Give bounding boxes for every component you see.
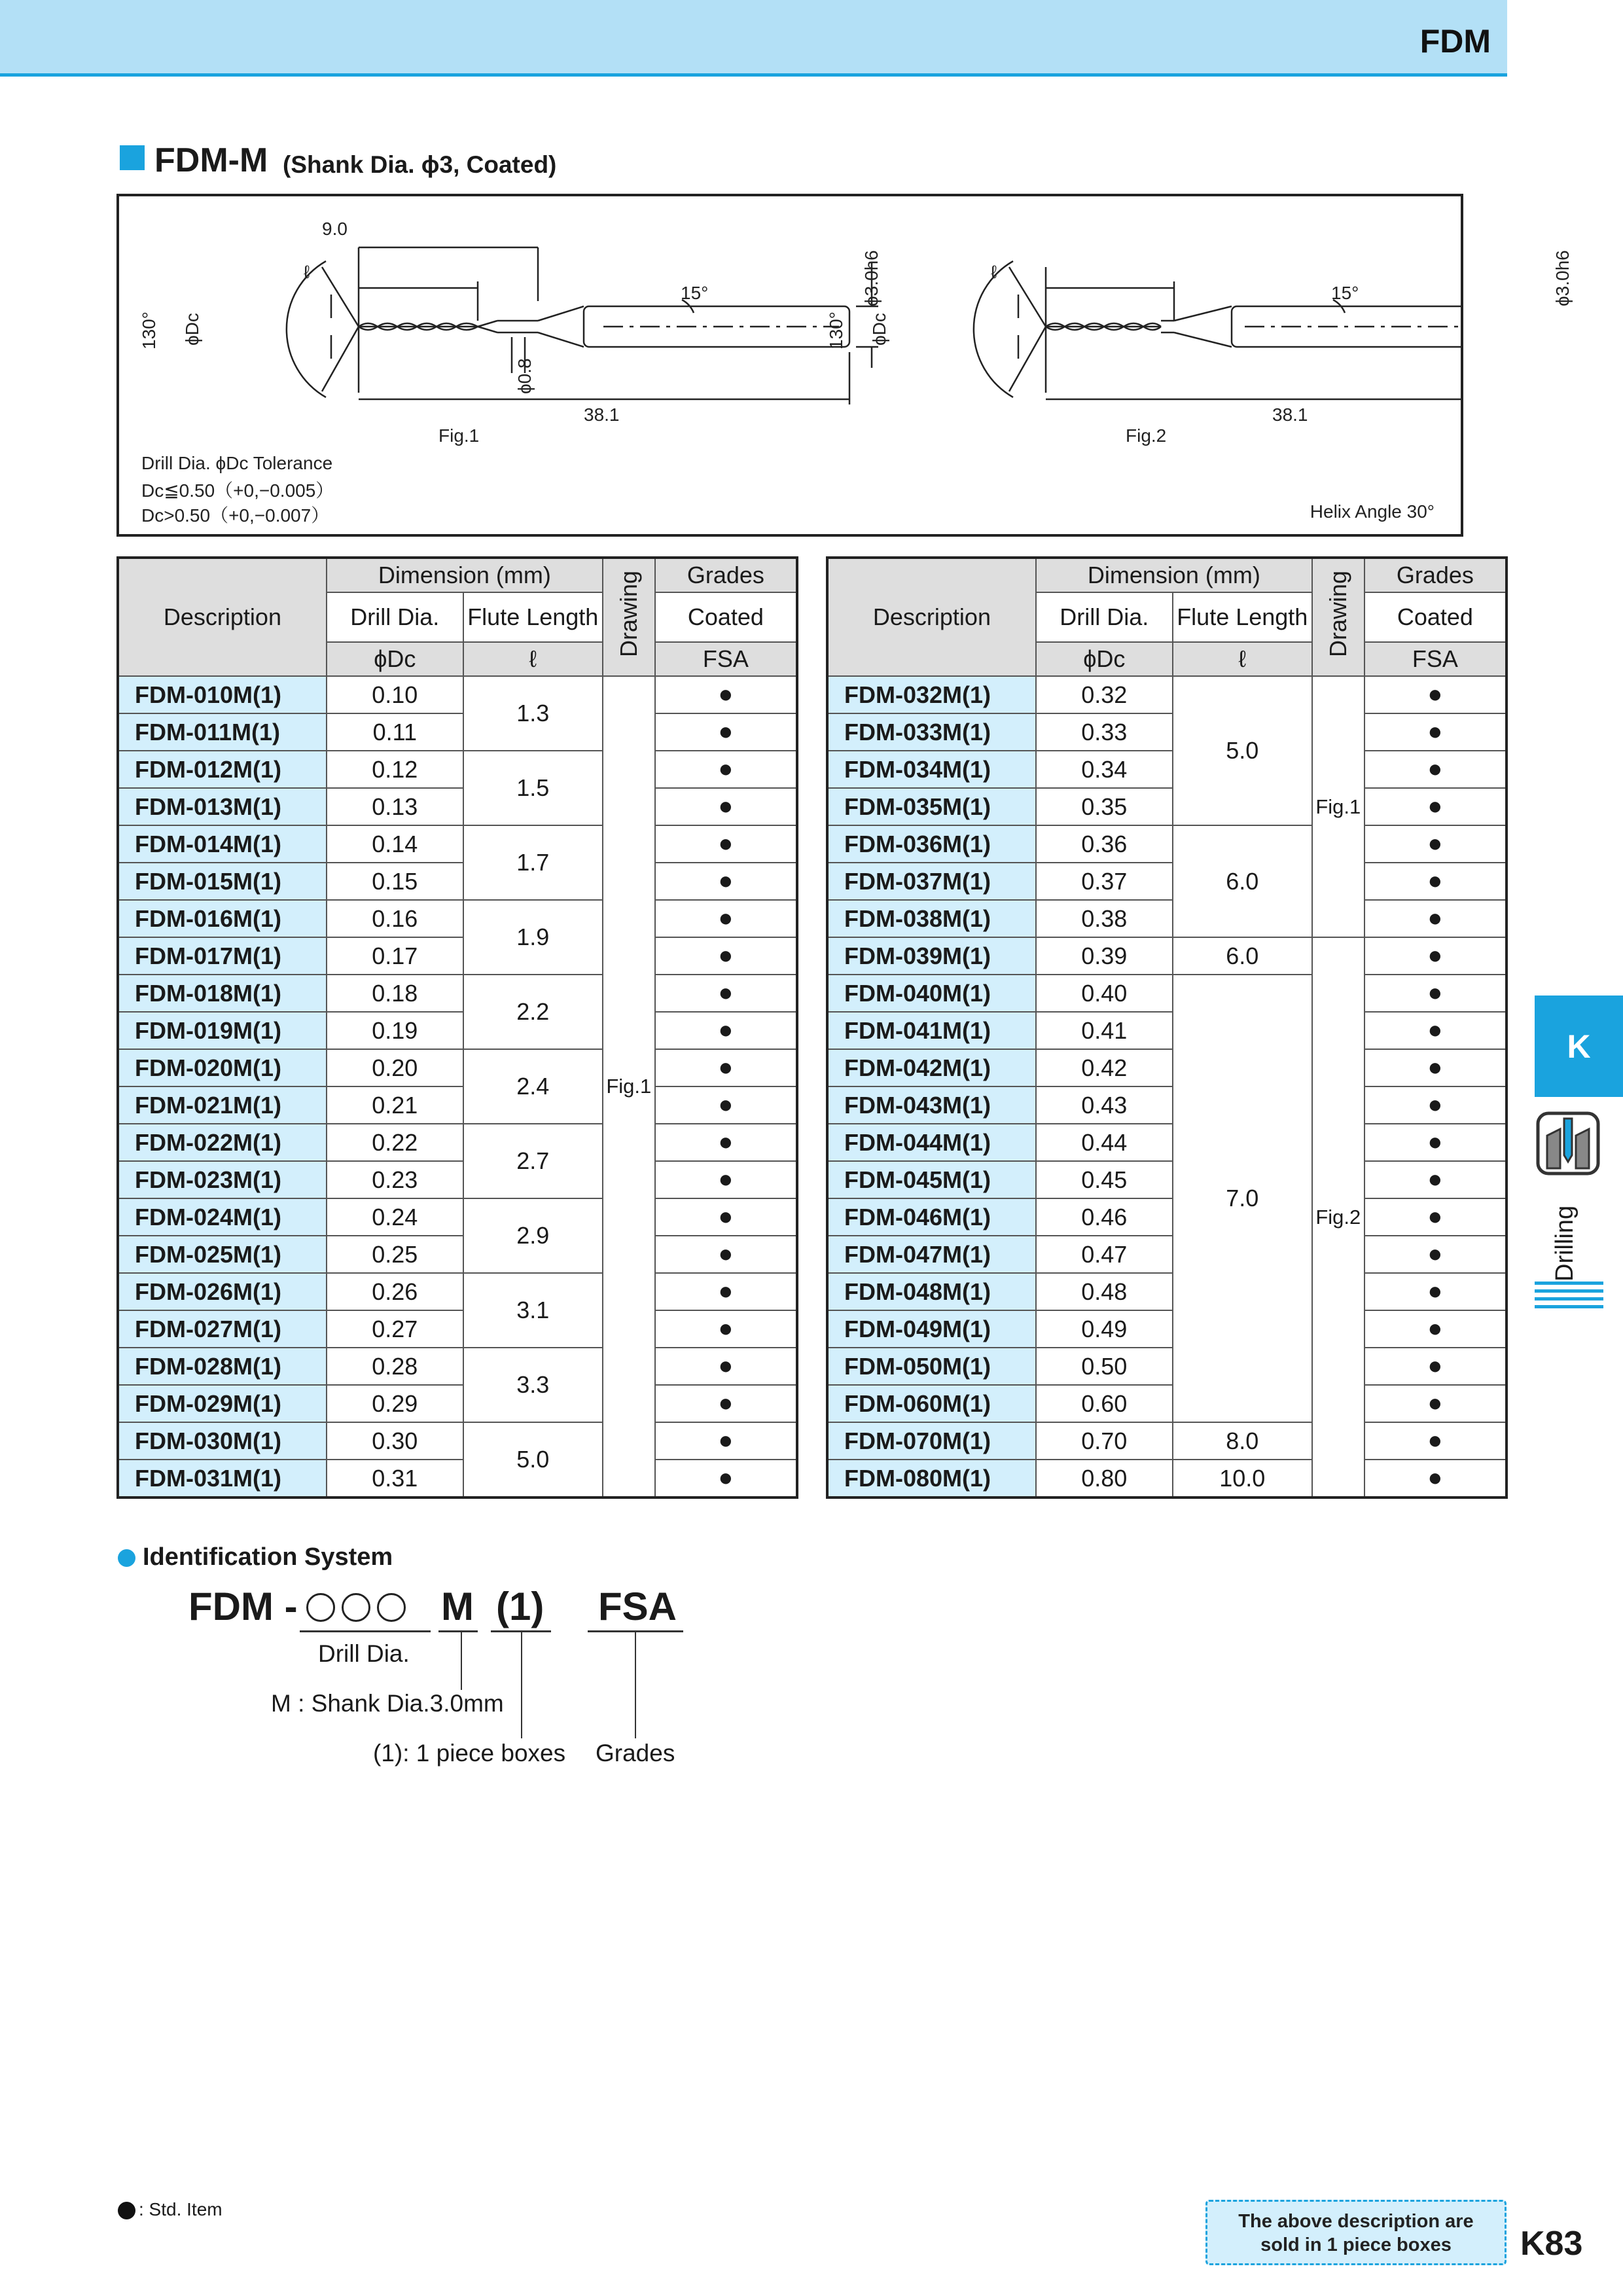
row-description: FDM-027M(1) [118,1310,327,1348]
row-flute-length: 2.9 [463,1198,603,1273]
id-m: M [441,1585,474,1628]
row-description: FDM-045M(1) [827,1161,1036,1198]
row-drill-dia: 0.32 [1036,676,1173,713]
row-flute-length: 2.7 [463,1124,603,1198]
table-row [118,937,797,975]
row-drawing: Fig.2 [1312,937,1364,1498]
row-grade-mark: ● [1364,1012,1507,1049]
row-drill-dia: 0.38 [1036,900,1173,937]
row-grade-mark: ● [655,1049,797,1086]
header-description: Description [827,558,1036,676]
row-grade-mark: ● [1364,1086,1507,1124]
table-row [827,1310,1507,1348]
row-drill-dia: 0.10 [327,676,463,713]
id-label-dia: Drill Dia. [318,1640,410,1667]
row-description: FDM-034M(1) [827,751,1036,788]
table-row [118,825,797,863]
row-drill-dia: 0.44 [1036,1124,1173,1161]
row-grade-mark: ● [1364,1385,1507,1422]
row-grade-mark: ● [1364,1161,1507,1198]
row-flute-length: 5.0 [1173,676,1312,825]
row-description: FDM-022M(1) [118,1124,327,1161]
side-stripe [1535,1282,1603,1285]
id-leader [635,1632,636,1738]
header-flute-length: Flute Length [1173,592,1312,642]
helix-angle: Helix Angle 30° [1310,501,1435,522]
fig1-dim-l: ℓ [304,262,310,282]
row-drill-dia: 0.31 [327,1460,463,1498]
row-description: FDM-046M(1) [827,1198,1036,1236]
row-description: FDM-040M(1) [827,975,1036,1012]
row-grade-mark: ● [1364,1348,1507,1385]
id-label-grades: Grades [596,1740,675,1767]
row-description: FDM-043M(1) [827,1086,1036,1124]
row-grade-mark: ● [655,1460,797,1498]
row-grade-mark: ● [655,1086,797,1124]
fig2-dim-len: 38.1 [1272,404,1308,425]
table-row [118,1086,797,1124]
row-description: FDM-044M(1) [827,1124,1036,1161]
row-grade-mark: ● [1364,1198,1507,1236]
row-drill-dia: 0.42 [1036,1049,1173,1086]
sold-note-line2: sold in 1 piece boxes [1260,2234,1452,2255]
row-drill-dia: 0.21 [327,1086,463,1124]
row-description: FDM-012M(1) [118,751,327,788]
table-row [827,937,1507,975]
header-l: ℓ [1173,642,1312,676]
id-underline [438,1630,478,1632]
id-label-m: M : Shank Dia.3.0mm [271,1690,504,1717]
row-flute-length: 2.4 [463,1049,603,1124]
row-flute-length: 5.0 [463,1422,603,1498]
row-drill-dia: 0.16 [327,900,463,937]
row-description: FDM-033M(1) [827,713,1036,751]
tolerance-line1: Dc≦0.50（+0,−0.005） [141,480,334,501]
fig1-angle-taper: 15° [681,283,709,303]
row-description: FDM-038M(1) [827,900,1036,937]
fig1-dia-neck: ϕ0.8 [514,358,535,394]
row-flute-length: 3.1 [463,1273,603,1348]
header-dimension: Dimension (mm) [327,558,603,592]
row-description: FDM-024M(1) [118,1198,327,1236]
row-grade-mark: ● [1364,676,1507,713]
table-row [827,1124,1507,1161]
row-grade-mark: ● [655,1124,797,1161]
row-drill-dia: 0.15 [327,863,463,900]
fig1-dia-tip: ϕDc [182,313,202,346]
row-flute-length: 8.0 [1173,1422,1312,1460]
row-flute-length: 1.3 [463,676,603,751]
row-flute-length: 7.0 [1173,975,1312,1422]
row-drill-dia: 0.37 [1036,863,1173,900]
row-drill-dia: 0.47 [1036,1236,1173,1273]
row-grade-mark: ● [655,713,797,751]
header-code: FDM [1419,23,1491,60]
row-drawing: Fig.1 [603,676,655,1498]
id-label-boxes: (1): 1 piece boxes [373,1740,566,1767]
row-flute-length: 1.5 [463,751,603,825]
fig1-dim-top: 9.0 [322,219,348,239]
row-drill-dia: 0.48 [1036,1273,1173,1310]
row-description: FDM-016M(1) [118,900,327,937]
row-grade-mark: ● [655,900,797,937]
row-grade-mark: ● [1364,1273,1507,1310]
fig1-caption: Fig.1 [438,425,480,446]
row-grade-mark: ● [1364,975,1507,1012]
row-description: FDM-080M(1) [827,1460,1036,1498]
row-drill-dia: 0.26 [327,1273,463,1310]
row-description: FDM-042M(1) [827,1049,1036,1086]
row-description: FDM-031M(1) [118,1460,327,1498]
row-flute-length: 6.0 [1173,825,1312,937]
sold-note-line1: The above description are [1238,2211,1474,2232]
row-drill-dia: 0.30 [327,1422,463,1460]
row-flute-length: 3.3 [463,1348,603,1422]
header-flute-length: Flute Length [463,592,603,642]
row-drill-dia: 0.19 [327,1012,463,1049]
row-description: FDM-030M(1) [118,1422,327,1460]
row-grade-mark: ● [655,1236,797,1273]
table-row [118,751,797,788]
page-number: K83 [1520,2225,1583,2263]
row-grade-mark: ● [655,1348,797,1385]
row-grade-mark: ● [1364,788,1507,825]
table-row [827,713,1507,751]
row-description: FDM-047M(1) [827,1236,1036,1273]
table-row [827,1161,1507,1198]
row-grade-mark: ● [1364,751,1507,788]
row-drill-dia: 0.20 [327,1049,463,1086]
header-fsa: FSA [655,642,797,676]
row-description: FDM-035M(1) [827,788,1036,825]
header-dimension: Dimension (mm) [1036,558,1312,592]
fig1-dim-len: 38.1 [584,404,620,425]
row-drill-dia: 0.27 [327,1310,463,1348]
fig2-dim-l: ℓ [991,262,997,282]
fig2-dia-tip: ϕDc [869,313,889,346]
drawing-figure-box [116,194,1573,537]
row-drill-dia: 0.28 [327,1348,463,1385]
header-dc: ϕDc [1036,642,1173,676]
table-row [118,1161,797,1198]
row-drill-dia: 0.23 [327,1161,463,1198]
table-row [827,1049,1507,1086]
row-grade-mark: ● [1364,1049,1507,1086]
row-description: FDM-060M(1) [827,1385,1036,1422]
row-description: FDM-032M(1) [827,676,1036,713]
row-description: FDM-013M(1) [118,788,327,825]
row-drill-dia: 0.50 [1036,1348,1173,1385]
row-grade-mark: ● [1364,713,1507,751]
row-grade-mark: ● [1364,1310,1507,1348]
row-grade-mark: ● [1364,1236,1507,1273]
table-row [118,900,797,937]
row-drill-dia: 0.45 [1036,1161,1173,1198]
header-drawing: Drawing [1312,558,1364,676]
std-item-bullet-icon [118,2202,135,2219]
title-square-icon [120,145,145,170]
row-description: FDM-015M(1) [118,863,327,900]
table-row [827,863,1507,900]
side-stripe [1535,1305,1603,1308]
header-grades: Grades [655,558,797,592]
table-row [827,1385,1507,1422]
row-drill-dia: 0.80 [1036,1460,1173,1498]
row-description: FDM-070M(1) [827,1422,1036,1460]
row-grade-mark: ● [655,1161,797,1198]
row-drill-dia: 0.46 [1036,1198,1173,1236]
table-row [118,676,797,713]
row-grade-mark: ● [655,676,797,713]
table-row [827,1348,1507,1385]
row-grade-mark: ● [1364,863,1507,900]
spec-table-left [116,556,798,1499]
row-flute-length: 1.7 [463,825,603,900]
row-flute-length: 10.0 [1173,1460,1312,1498]
table-row [827,751,1507,788]
drilling-icon [1534,1109,1602,1177]
table-row [827,1460,1507,1498]
table-row [827,1198,1507,1236]
table-row [118,1198,797,1236]
table-row [118,1460,797,1498]
row-grade-mark: ● [655,1422,797,1460]
row-grade-mark: ● [1364,1460,1507,1498]
row-grade-mark: ● [655,1385,797,1422]
id-leader [521,1632,522,1738]
section-subtitle: (Shank Dia. ϕ3, Coated) [283,151,557,178]
row-drill-dia: 0.25 [327,1236,463,1273]
id-circle-icon [306,1593,335,1622]
fig1-angle-point: 130° [139,312,159,350]
row-drill-dia: 0.13 [327,788,463,825]
row-drill-dia: 0.18 [327,975,463,1012]
header-fsa: FSA [1364,642,1507,676]
row-drill-dia: 0.36 [1036,825,1173,863]
id-circle-icon [377,1593,406,1622]
row-flute-length: 1.9 [463,900,603,975]
spec-table-right [826,556,1508,1499]
side-tab-label: Drilling [1551,1205,1578,1282]
table-row [827,676,1507,713]
row-drill-dia: 0.35 [1036,788,1173,825]
row-grade-mark: ● [655,788,797,825]
row-description: FDM-020M(1) [118,1049,327,1086]
table-row [118,1310,797,1348]
row-grade-mark: ● [1364,937,1507,975]
row-grade-mark: ● [655,1273,797,1310]
row-drill-dia: 0.33 [1036,713,1173,751]
table-row [118,1012,797,1049]
table-left-body [118,676,797,1498]
row-description: FDM-010M(1) [118,676,327,713]
table-right-body [827,676,1507,1498]
row-drill-dia: 0.17 [327,937,463,975]
id-underline [300,1630,431,1632]
table-row [118,1273,797,1310]
row-grade-mark: ● [1364,1124,1507,1161]
header-bar [0,0,1507,77]
row-drill-dia: 0.24 [327,1198,463,1236]
table-row [827,1236,1507,1273]
row-description: FDM-023M(1) [118,1161,327,1198]
row-description: FDM-048M(1) [827,1273,1036,1310]
header-coated: Coated [1364,592,1507,642]
tolerance-line2: Dc>0.50（+0,−0.007） [141,505,330,526]
fig1-dia-shank: ϕ3.0h6 [861,250,882,306]
table-row [827,788,1507,825]
row-grade-mark: ● [1364,1422,1507,1460]
row-description: FDM-036M(1) [827,825,1036,863]
row-flute-length: 2.2 [463,975,603,1049]
row-grade-mark: ● [1364,900,1507,937]
header-l: ℓ [463,642,603,676]
row-description: FDM-025M(1) [118,1236,327,1273]
row-description: FDM-021M(1) [118,1086,327,1124]
row-description: FDM-049M(1) [827,1310,1036,1348]
id-prefix: FDM - [188,1585,298,1628]
table-row [827,900,1507,937]
fig2-angle-taper: 15° [1331,283,1359,303]
table-row [118,1049,797,1086]
id-circle-icon [342,1593,370,1622]
header-drill-dia: Drill Dia. [327,592,463,642]
table-row [118,863,797,900]
row-grade-mark: ● [655,1198,797,1236]
row-drill-dia: 0.41 [1036,1012,1173,1049]
id-bullet-icon [118,1549,135,1567]
row-description: FDM-018M(1) [118,975,327,1012]
row-drill-dia: 0.14 [327,825,463,863]
section-title: FDM-M [154,141,268,179]
table-row [827,1086,1507,1124]
id-leader [461,1632,462,1690]
table-row [118,1385,797,1422]
row-description: FDM-019M(1) [118,1012,327,1049]
row-drill-dia: 0.40 [1036,975,1173,1012]
fig2-dia-shank: ϕ3.0h6 [1552,250,1573,306]
side-tab-k[interactable]: K [1535,996,1623,1097]
row-description: FDM-028M(1) [118,1348,327,1385]
header-coated: Coated [655,592,797,642]
row-drill-dia: 0.29 [327,1385,463,1422]
row-description: FDM-014M(1) [118,825,327,863]
row-drill-dia: 0.70 [1036,1422,1173,1460]
row-flute-length: 6.0 [1173,937,1312,975]
table-row [118,713,797,751]
table-row [118,1422,797,1460]
row-grade-mark: ● [655,975,797,1012]
row-grade-mark: ● [655,1012,797,1049]
row-drill-dia: 0.22 [327,1124,463,1161]
row-drill-dia: 0.34 [1036,751,1173,788]
table-row [118,1348,797,1385]
table-row [827,1422,1507,1460]
side-stripe [1535,1297,1603,1300]
row-grade-mark: ● [655,825,797,863]
row-drill-dia: 0.60 [1036,1385,1173,1422]
row-description: FDM-039M(1) [827,937,1036,975]
table-row [118,975,797,1012]
header-dc: ϕDc [327,642,463,676]
table-row [827,975,1507,1012]
side-stripe [1535,1289,1603,1293]
header-grades: Grades [1364,558,1507,592]
row-drill-dia: 0.11 [327,713,463,751]
sold-note-box [1205,2200,1507,2265]
table-row [827,1273,1507,1310]
row-drill-dia: 0.43 [1036,1086,1173,1124]
row-grade-mark: ● [655,863,797,900]
row-drill-dia: 0.39 [1036,937,1173,975]
row-description: FDM-026M(1) [118,1273,327,1310]
std-item-label: : Std. Item [139,2199,223,2219]
table-row [118,1236,797,1273]
header-drill-dia: Drill Dia. [1036,592,1173,642]
id-grade: FSA [598,1585,677,1628]
header-drawing: Drawing [603,558,655,676]
row-description: FDM-029M(1) [118,1385,327,1422]
row-description: FDM-050M(1) [827,1348,1036,1385]
table-row [118,1124,797,1161]
row-drill-dia: 0.12 [327,751,463,788]
row-drill-dia: 0.49 [1036,1310,1173,1348]
table-row [827,1012,1507,1049]
row-grade-mark: ● [655,751,797,788]
table-row [118,788,797,825]
row-description: FDM-041M(1) [827,1012,1036,1049]
fig2-caption: Fig.2 [1126,425,1167,446]
row-description: FDM-037M(1) [827,863,1036,900]
row-grade-mark: ● [1364,825,1507,863]
tolerance-title: Drill Dia. ϕDc Tolerance [141,453,333,473]
row-description: FDM-011M(1) [118,713,327,751]
row-grade-mark: ● [655,1310,797,1348]
table-row [827,825,1507,863]
row-description: FDM-017M(1) [118,937,327,975]
id-boxes: (1) [496,1585,544,1628]
row-drawing: Fig.1 [1312,676,1364,937]
header-description: Description [118,558,327,676]
fig2-angle-point: 130° [826,312,846,350]
row-grade-mark: ● [655,937,797,975]
id-title: Identification System [143,1543,393,1571]
